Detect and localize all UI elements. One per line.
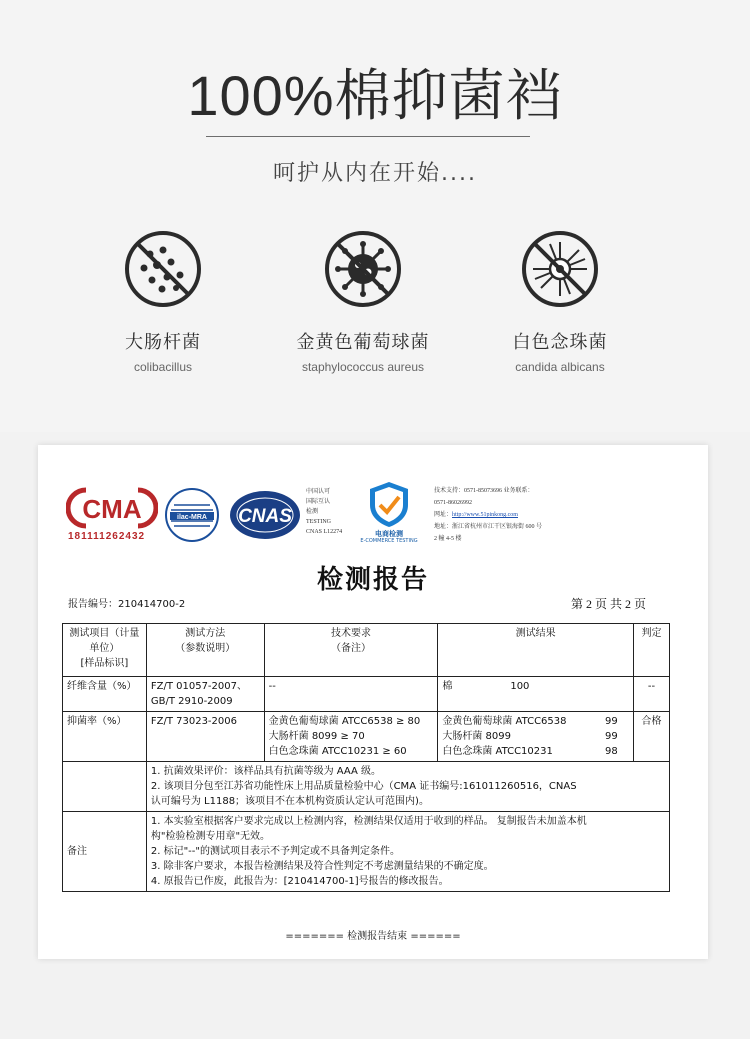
header-verdict: 判定 [634, 624, 670, 677]
cma-text: CMA [82, 494, 142, 524]
ecommerce-testing-shield-icon [364, 479, 414, 529]
cnas-logo [228, 487, 302, 543]
title-divider [206, 136, 530, 137]
report-title: 检测报告 [316, 565, 429, 595]
report-number: 报告编号：210414700-2 [68, 599, 186, 610]
ilac-text: ilac-MRA [177, 514, 207, 521]
table-row [63, 762, 670, 812]
header-result: 测试结果 [438, 624, 634, 677]
cnas-accreditation-text: 中国认可 国际互认 检测 TESTING CNAS L12274 [306, 489, 343, 535]
website-link[interactable]: http://www.51pinkong.com [452, 512, 518, 518]
germ-name-cn: 白色念珠菌 [512, 332, 608, 353]
header-item: 测试项目（计量 单位） [样品标识] [63, 624, 147, 677]
header-method: 测试方法 （参数说明） [146, 624, 264, 677]
germ-colibacillus [53, 228, 273, 374]
shield-title: 电商检测 [375, 530, 403, 538]
report-end-marker: ======= 检测报告结束 ====== [285, 931, 461, 942]
germ-name-en: colibacillus [133, 360, 193, 374]
ilac-mra-logo [164, 487, 220, 543]
germ-staphylococcus [253, 228, 473, 374]
remarks-label: 备注 [63, 812, 147, 892]
shield-subtitle: E-COMMERCE TESTING [360, 538, 418, 544]
germ-name-cn: 大肠杆菌 [125, 332, 201, 353]
page-title: 100%棉抑菌裆 [187, 64, 563, 127]
results-table [62, 623, 670, 892]
evaluation-notes: 1. 抗菌效果评价：该样品具有抗菌等级为 AAA 级。 2. 该项目分包至江苏省功能性床上用品质量检验中心（CMA 证书编号:161011260516，CNAS 认可编号为 L1188；该项目不在本机构资质认定认可范围内)。 [146, 762, 669, 812]
cnas-text: CNAS [238, 506, 292, 527]
remarks-notes: 1. 本实验室根据客户要求完成以上检测内容，检测结果仅适用于收到的样品。 复制报告未加盖本机 构"检验检测专用章"无效。 2. 标记"--"的测试项目表示不予判定或不具备判定条件。 3. 除非客户要求，本报告检测结果及符合性判定不考虑测量结果的不确定度。 4. 原报告已作废，此报告为：[210414700-1]号报告的修改报告。 [146, 812, 669, 892]
cma-logo [66, 487, 158, 529]
virus-spiky-icon [322, 228, 404, 310]
cma-number: 181111262432 [68, 531, 146, 542]
table-row [63, 812, 670, 892]
germ-name-en: staphylococcus aureus [301, 360, 425, 374]
germ-name-cn: 金黄色葡萄球菌 [296, 332, 430, 353]
page-subtitle: 呵护从内在开始.... [273, 161, 477, 186]
starburst-germ-icon [519, 228, 601, 310]
bacteria-dots-icon [122, 228, 204, 310]
lab-contact-info: 技术支持：0571-85073696 业务联系： 0571-86026992 网址：http://www.51pinkong.com 地址：浙江省杭州市江干区银海街 600 号 2 幢 4-5 楼 [434, 488, 543, 542]
germ-name-en: candida albicans [515, 360, 605, 374]
test-report [38, 445, 708, 959]
table-header-row [63, 624, 670, 677]
germ-candida [450, 228, 670, 374]
table-row: 抑菌率（%） FZ/T 73023-2006 金黄色葡萄球菌 ATCC6538 ≥ 80 大肠杆菌 8099 ≥ 70 白色念珠菌 ATCC10231 ≥ 60 金黄色葡萄球菌 ATCC6538 99 大肠杆菌 8099 99 白色念珠菌 ATCC10231 98 合格 [63, 712, 670, 762]
table-row: 纤维含量（%） FZ/T 01057-2007、 GB/T 2910-2009 -- 棉 100 -- [63, 677, 670, 712]
header-requirement: 技术要求 （备注） [264, 624, 438, 677]
page-indicator: 第 2 页 共 2 页 [570, 597, 646, 611]
